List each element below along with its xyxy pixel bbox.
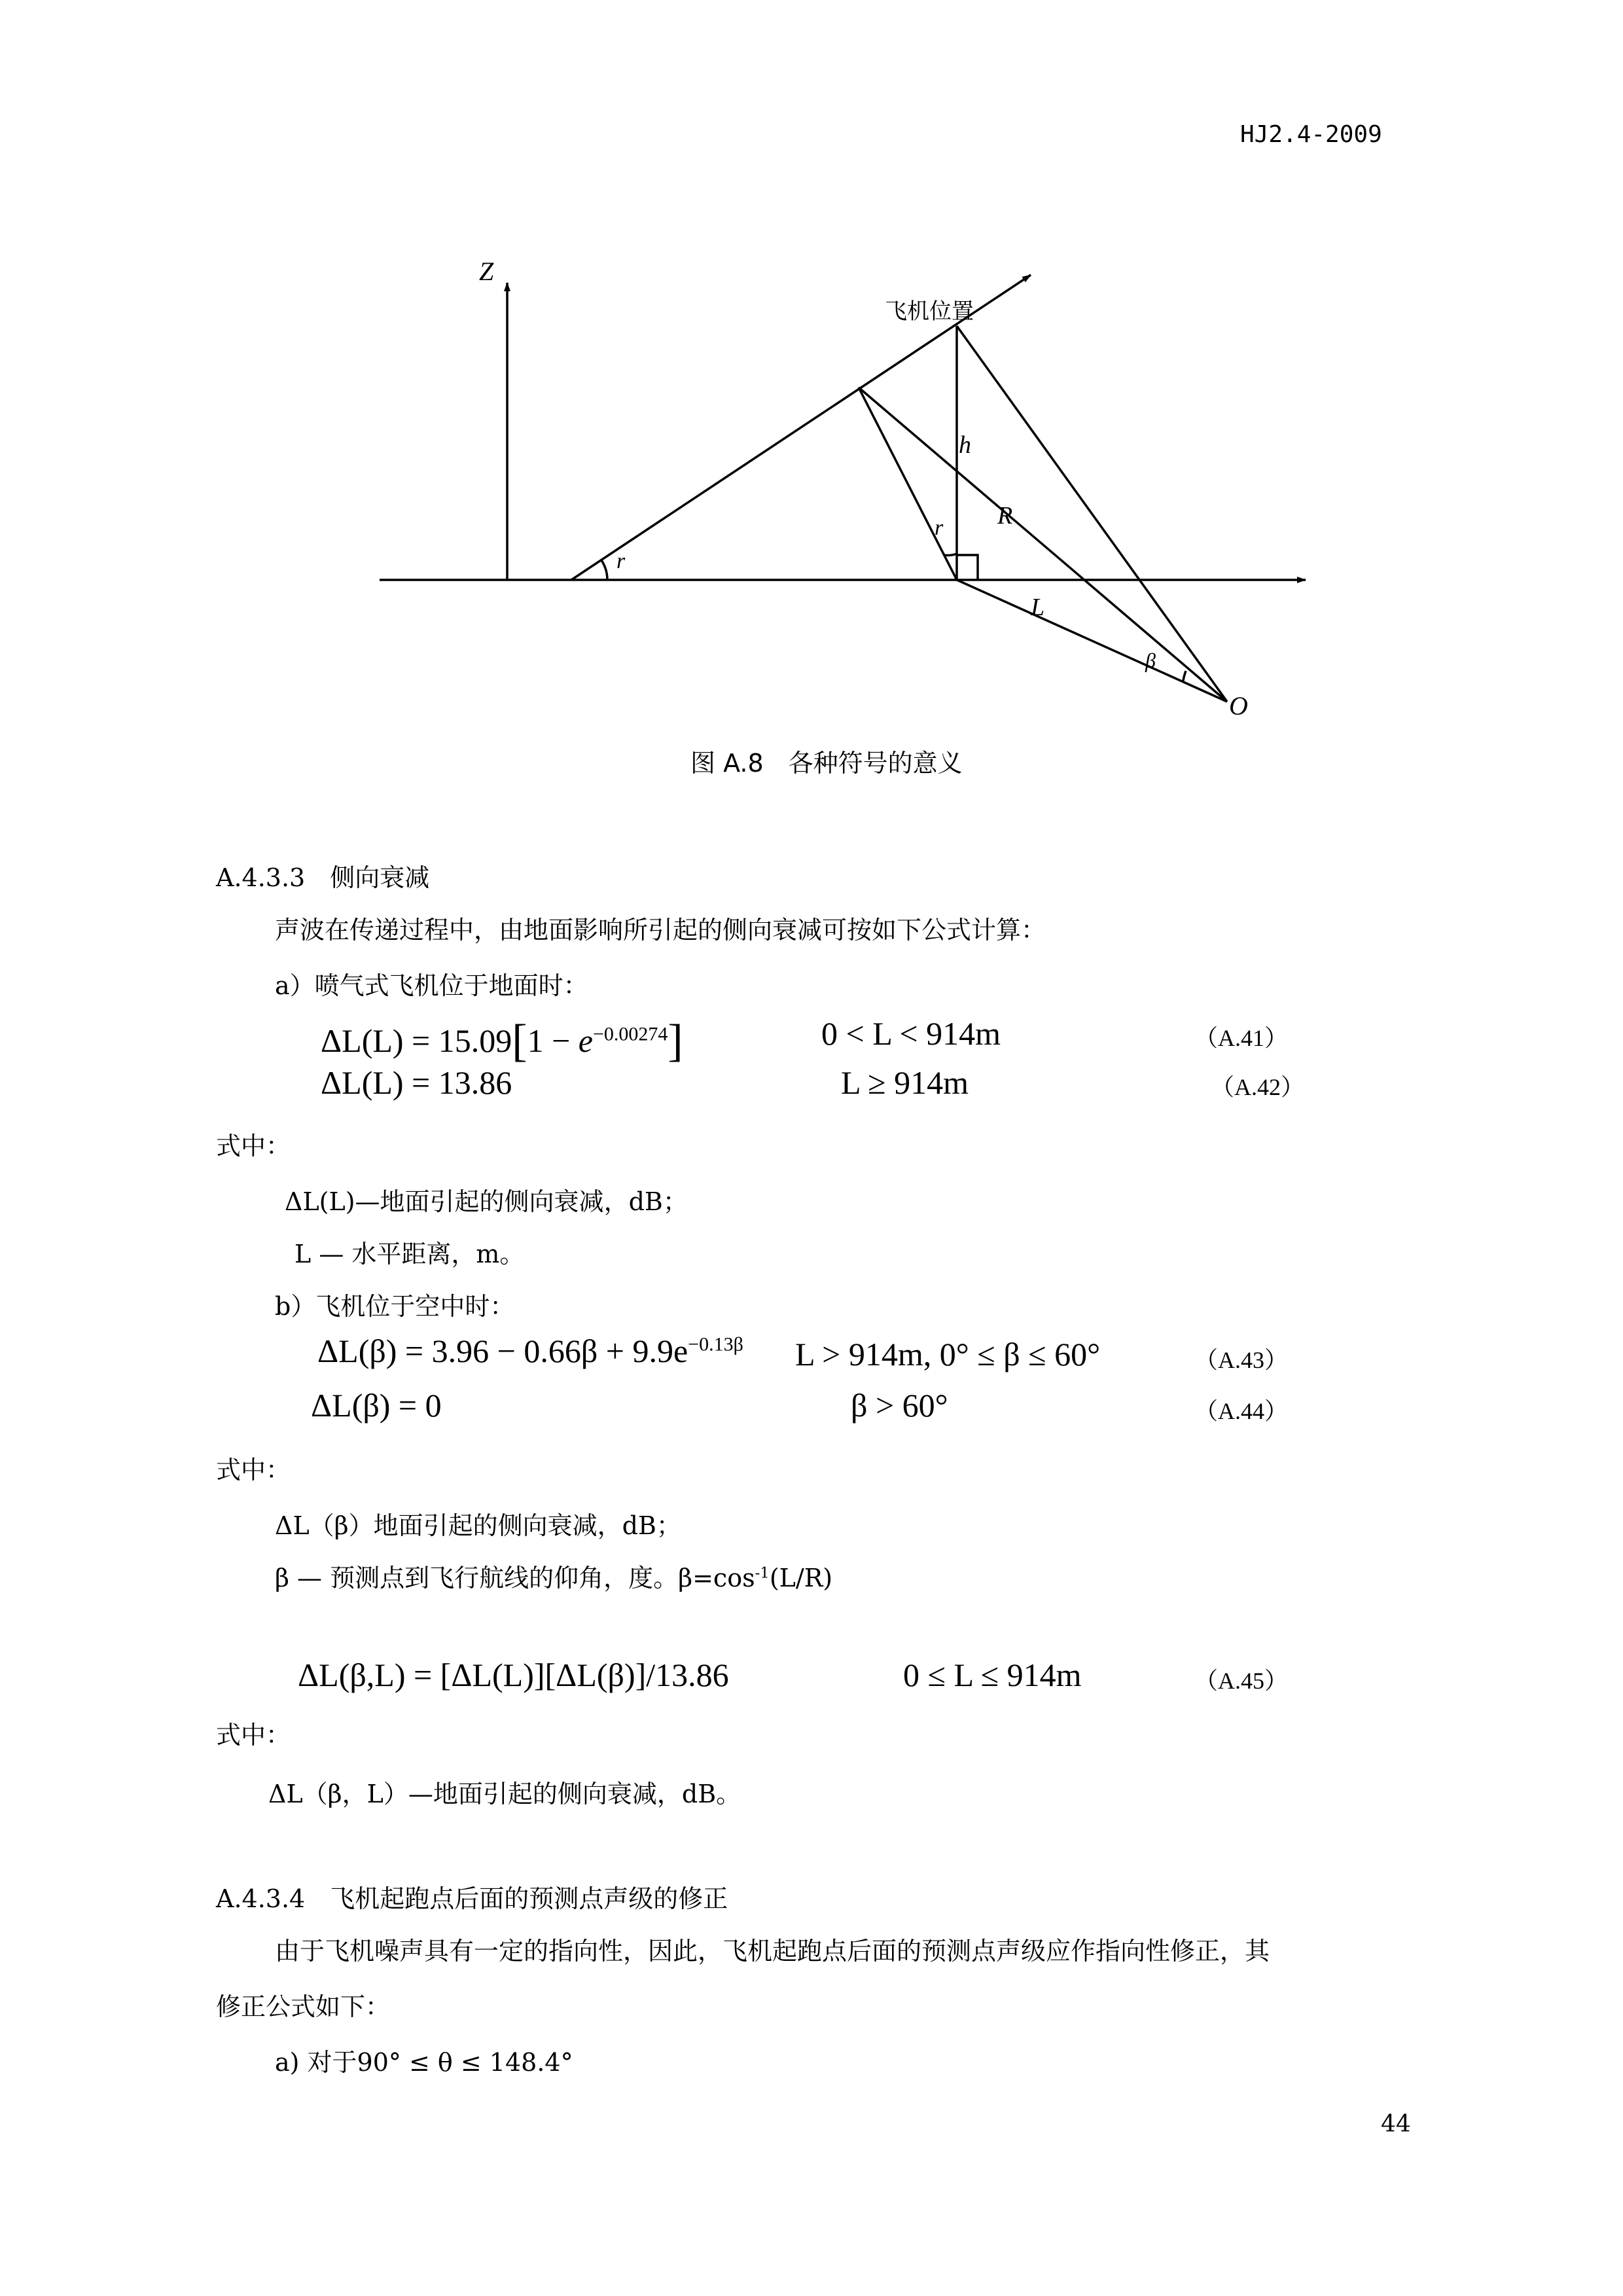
case-a-theta: a) 对于90° ≤ θ ≤ 148.4° — [275, 2048, 573, 2077]
label-O: O — [1229, 691, 1248, 721]
label-r1: r — [616, 549, 626, 573]
label-L: L — [1031, 594, 1045, 621]
eq44-condition: β > 60° — [851, 1387, 948, 1424]
definition-beta — [275, 1558, 832, 1594]
angle-arc-r1 — [601, 560, 607, 580]
eq44-number: （A.44） — [1194, 1398, 1288, 1424]
eq43-condition: L > 914m, 0° ≤ β ≤ 60° — [795, 1336, 1101, 1372]
where-label-1: 式中： — [216, 1132, 291, 1160]
def-beta-tail: (L/R) — [769, 1564, 833, 1592]
equation-a43 — [317, 1332, 743, 1370]
definition-L: L — 水平距离，m。 — [294, 1240, 525, 1268]
eq45-condition: 0 ≤ L ≤ 914m — [903, 1657, 1082, 1693]
equation-a41: $\Delta L(L) = 15.09[1 - e^{-0.00274}]$ — [321, 1016, 683, 1066]
eq43-lhs: ΔL(β) = 3.96 − 0.66β + 9.9e — [317, 1333, 688, 1369]
where-label-2: 式中： — [216, 1456, 291, 1484]
page-number: 44 — [1381, 2111, 1411, 2138]
angle-arc-beta — [1183, 671, 1186, 681]
label-z: Z — [479, 257, 494, 286]
eq42-condition: L ≥ 914m — [841, 1064, 969, 1101]
section-title-a433: A.4.3.3 侧向衰减 — [216, 863, 430, 892]
label-h: h — [959, 431, 971, 459]
eq45-number: （A.45） — [1194, 1668, 1288, 1694]
eq42-number: （A.42） — [1211, 1074, 1304, 1100]
eq41-lhs: ΔL(L) = 15.09 — [321, 1022, 512, 1059]
eq43-exponent: −0.13β — [688, 1333, 743, 1355]
label-R: R — [997, 502, 1013, 529]
eq41-condition: 0 < L < 914m — [821, 1015, 1001, 1052]
section-title-a434: A.4.3.4 飞机起跑点后面的预测点声级的修正 — [216, 1884, 728, 1913]
paragraph-directivity-1: 由于飞机噪声具有一定的指向性，因此，飞机起跑点后面的预测点声级应作指向性修正，其 — [275, 1937, 1270, 1965]
case-b-label: b）飞机位于空中时： — [275, 1292, 515, 1321]
eq41-number: （A.41） — [1194, 1025, 1288, 1051]
equation-a44: ΔL(β) = 0 — [311, 1387, 442, 1424]
L-line — [957, 580, 1227, 702]
perpendicular-line — [859, 387, 957, 580]
label-beta: β — [1145, 649, 1156, 672]
definition-delta-L-beta: ΔL（β）地面引起的侧向衰减，dB； — [275, 1511, 681, 1540]
where-label-3: 式中： — [216, 1721, 291, 1749]
eq43-number: （A.43） — [1194, 1347, 1288, 1373]
definition-delta-L-L: ΔL(L)—地面引起的侧向衰减，dB； — [285, 1187, 688, 1216]
def-beta-sup: -1 — [755, 1564, 770, 1582]
definition-delta-L-beta-L: ΔL（β，L）—地面引起的侧向衰减，dB。 — [268, 1780, 741, 1808]
case-a-label: a）喷气式飞机位于地面时： — [275, 971, 588, 1000]
label-plane: 飞机位置 — [885, 298, 974, 325]
def-beta-text: β — 预测点到飞行航线的仰角，度。β=cos — [275, 1564, 755, 1592]
angle-arc-r2 — [944, 554, 957, 555]
equation-a45: ΔL(β,L) = [ΔL(L)][ΔL(β)]/13.86 — [298, 1657, 729, 1693]
label-r2: r — [935, 516, 944, 540]
document-code: HJ2.4-2009 — [1240, 121, 1382, 148]
right-angle-mark — [957, 555, 978, 580]
figure-caption: 图 A.8 各种符号的意义 — [690, 749, 963, 778]
paragraph-intro: 声波在传递过程中，由地面影响所引起的侧向衰减可按如下公式计算： — [275, 916, 1046, 944]
R-line — [859, 387, 1227, 702]
paragraph-directivity-2: 修正公式如下： — [216, 1992, 391, 2021]
equation-a42: ΔL(L) = 13.86 — [321, 1064, 512, 1101]
